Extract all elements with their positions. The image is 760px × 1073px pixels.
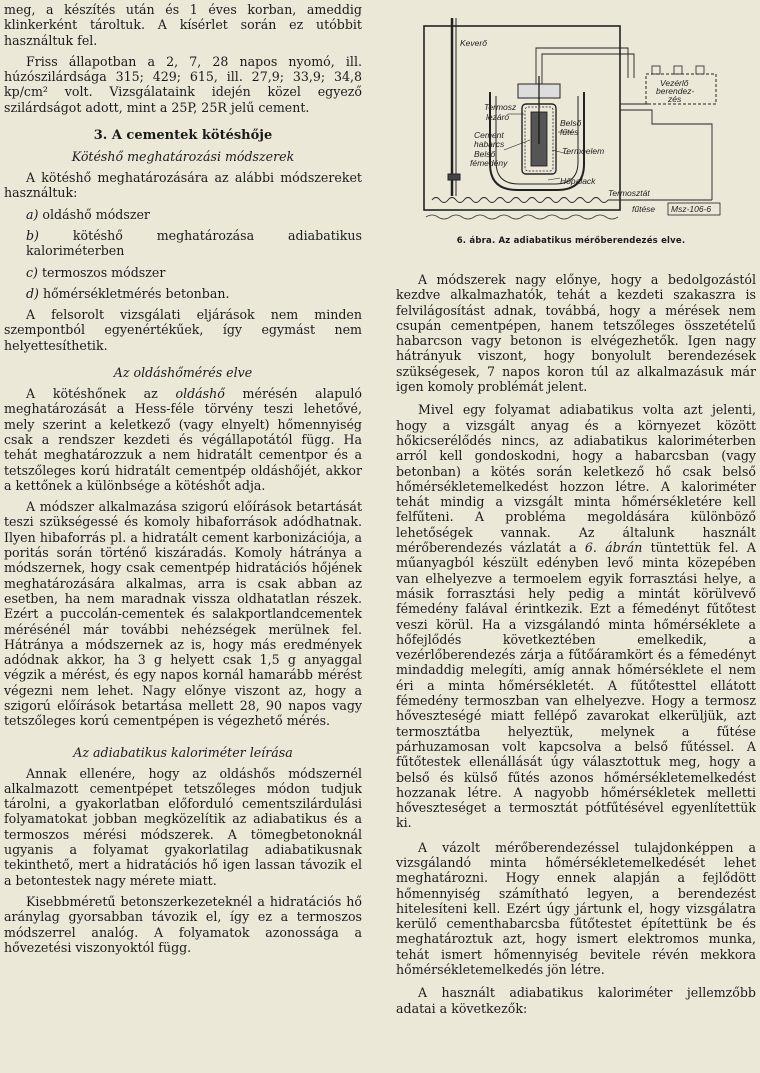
label-belso-futes: Belső: [560, 118, 582, 128]
label-termosz: Termosz: [484, 102, 517, 112]
paragraph: A módszerek nagy előnye, hogy a bedolgozástól kezdve alkalmazhatók, tehát a kezdeti szakaszra is felvilágosítást adnak, továbbá, hogy a mérések nem csupán cementpépen, hanem tetszőleges összetételű habarcson vagy betonon is elvégezhetők. Igen nagy hátrányuk viszont, hogy bonyolult berendezések szükségesek, 7 napos koron túl az alkalmazásuk már igen komoly problémát jelent.: [396, 272, 756, 395]
subsection-title: Az oldáshőmérés elve: [113, 365, 253, 381]
label-kevero: Keverő: [460, 38, 487, 48]
label-lezaro: lezáró: [486, 112, 510, 122]
label-futes: fűtés: [560, 127, 579, 137]
paragraph: meg, a készítés után és 1 éves korban, ameddig klinkerként tároltuk. A kísérlet során ez utóbbit használtuk fel.: [4, 2, 362, 48]
paragraph: A kötéshő meghatározására az alábbi módszereket használtuk:: [4, 170, 362, 201]
left-column: [4, 0, 362, 955]
label-termosztat-futese: fűtése: [632, 204, 656, 214]
paragraph: Annak ellenére, hogy az oldáshős módszernél alkalmazott cementpépet tetszőleges módon tudjuk tárolni, a gyakorlatban előforduló cementszilárdulási folyamatokat jobban megközelítik az adiabatikus és a termoszos mérési módszerek. A tömegbetonoknál ugyanis a folyamat gyakorlatilag adiabatikusnak tekinthető, mert a hidratációs hő igen lassan távozik el a betontestek nagy mérete miatt.: [4, 765, 362, 888]
thermostat-heater: [432, 198, 608, 203]
stirrer: [448, 18, 460, 196]
section-title: 3. A cementek kötéshője: [93, 128, 273, 144]
subsection-title: Az adiabatikus kaloriméter leírása: [73, 744, 293, 760]
thermostat-base: [426, 215, 618, 219]
list-item: b) kötéshő meghatározása adiabatikus kaloriméterben: [26, 227, 362, 259]
label-zes: zés: [668, 94, 682, 104]
figure-caption: 6. ábra. Az adiabatikus mérőberendezés elve.: [456, 236, 686, 246]
method-list: [4, 207, 362, 301]
list-item: c) termoszos módszer: [26, 264, 166, 280]
subsection-title: Kötéshő meghatározási módszerek: [71, 149, 295, 165]
label-belso: Belső: [474, 149, 496, 159]
label-termoelem: Termoelem: [562, 146, 605, 156]
label-termosztat: Termosztát: [608, 188, 650, 198]
calorimeter-diagram: [412, 4, 732, 256]
paragraph: Kisebbméretű betonszerkezeteknél a hidratációs hő aránylag gyorsabban távozik el, így ez a termoszos módszerrel analóg. A folyamatok azonossága a hővezetési viszonyoktól függ.: [4, 893, 362, 955]
label-hopalack: Hőpalack: [560, 176, 596, 186]
right-column: [396, 272, 756, 1016]
label-cement: Cement: [474, 130, 504, 140]
paragraph: Mivel egy folyamat adiabatikus volta azt jelenti, hogy a vizsgált anyag és a környezet között hőkicserélődés nincs, az adiabatikus kaloriméterben arról kell gondoskodni, hogy a habarcsban (vagy betonban) a kötés során keletkező hő csak belső hőmérsékletemelkedést hozzon létre. A kaloriméter tehát mindig a vizsgált minta hőmérsékletére kell felfűteni. A probléma megoldására különböző lehetőségek vannak. Az általunk használt mérőberendezés vázlatát a 6. ábrán tüntettük fel. A műanyagból készült edényben levő minta közepében van elhelyezve a termoelem egyik forrasztási helye, a másik forrasztási hely pedig a mintát körülvevő fémedény falával érintkezik. Ezt a fémedényt fűtőtest veszi körül. Ha a vizsgálandó minta hőmérséklete a hőfejlődés következtében emelkedik, a vezérlőberendezés zárja a fűtőáramkört és a fémedényt mindaddig melegíti, amíg annak hőmérséklete el nem éri a minta hőmérsékletét. A fűtőtesttel ellátott fémedény termoszban van elhelyezve. Hogy a termosz hőveszteségé miatt fellépő zavarokat elkerüljük, azt termosztátba helyeztük, melynek a fűtése párhuzamosan volt kapcsolva a belső fűtéssel. A fűtőtestek ellenállását úgy választottuk meg, hogy a belső és külső fűtés azonos hőmérsékletemelkedést hozzanak létre. A nagyobb hőmérsékletek melletti hőveszteséget a termosztát pótfűtésével egyenlítettük ki.: [396, 402, 756, 831]
label-berendez: berendez-: [656, 86, 695, 96]
paragraph: A vázolt mérőberendezéssel tulajdonképpen a vizsgálandó minta hőmérsékletemelkedését lehet meghatározni. Hogy ennek alapján a fejlődött hőmennyiség számítható legyen, a berendezést hitelesíteni kell. Ezért úgy jártunk el, hogy vizsgálatra kerülő cementhabarcsba fűtőtestet építettünk be és meghatároztuk azt, hogy ismert elektromos munka, tehát ismert hőmennyiség bevitele révén mekkora hőmérsékletemelkedés jön létre.: [396, 839, 756, 978]
paragraph: A felsorolt vizsgálati eljárások nem minden szempontból egyenértékűek, így egymást nem helyettesíthetik.: [4, 307, 362, 353]
paragraph: A kötéshőnek az oldáshő mérésén alapuló meghatározását a Hess-féle törvény teszi lehetővé, mely szerint a keletkező (vagy elnyelt) hőmennyiség csak a rendszer kezdeti és végállapotától függ. Ha tehát meghatározzuk a nem hidratált cementpor és a tetszőleges korú hidratált cementpép oldáshőjét, akkor a kettőnek a különbsége a kötéshőt adja.: [4, 386, 362, 493]
paragraph: Friss állapotban a 2, 7, 28 napos nyomó, ill. húzószilárdsága 315; 429; 615, ill. 27,9; 33,9; 34,8 kp/cm² volt. Vizsgálataink idején közel egyező szilárdságot adott, mint a 25P, 25R jelű cement.: [4, 53, 362, 115]
label-habarcs: habarcs: [474, 139, 505, 149]
label-code: Msz-106-6: [671, 204, 712, 214]
paragraph: A módszer alkalmazása szigorú előírások betartását teszi szükségessé és komoly hibaforrások adódhatnak. Ilyen hibaforrás pl. a hidratált cement karbonizációja, a poritás során történő kiszáradás. Komoly hátránya a módszernek, hogy csak cementpép hidratációs hőjének meghatározására alkalmas, arra is csak abban az esetben, ha nem maradnak vissza oldhatatlan részek. Ezért a puccolán-cementek és salakportlandcementek mérésénél már további nehézségek merülnek fel. Hátránya a módszernek az is, hogy más eredmények adódnak akkor, ha 3 g helyett csak 1,5 g anyaggal végzik a mérést, és egy napos kornál hamarább mérést végezni nem lehet. Nagy előnye viszont az, hogy a szigorú előírások betartása mellett 28, 90 napos vagy tetszőleges korú cementpépen is végezhető mérés.: [4, 499, 362, 729]
label-vezerlo: Vezérlő: [660, 78, 689, 88]
label-femedeny: fémedény: [470, 158, 508, 168]
list-item: d) hőmérsékletmérés betonban.: [26, 285, 230, 301]
list-item: a) oldáshő módszer: [26, 206, 150, 222]
paragraph: A használt adiabatikus kaloriméter jellemzőbb adatai a következők:: [396, 985, 756, 1016]
